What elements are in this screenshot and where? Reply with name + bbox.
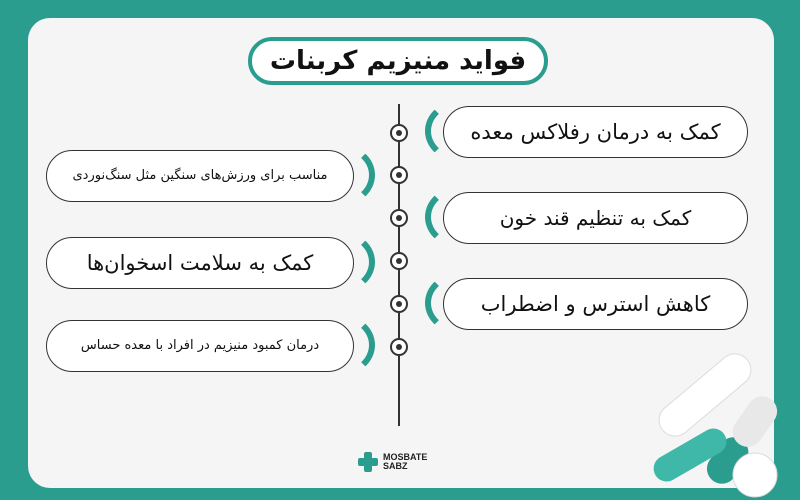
benefit-item: کمک به تنظیم قند خون — [443, 192, 748, 244]
timeline-node — [390, 252, 408, 270]
timeline-node — [390, 124, 408, 142]
timeline-node — [390, 166, 408, 184]
brand-name-line1: MOSBATE — [383, 452, 428, 462]
benefit-item: کمک به سلامت اسخوان‌ها — [46, 237, 354, 289]
page-title: فواید منیزیم کربنات — [248, 37, 548, 85]
brand-name — [383, 453, 427, 471]
benefit-item: کاهش استرس و اضطراب — [443, 278, 748, 330]
medical-cross-icon — [358, 452, 378, 472]
benefit-item: مناسب برای ورزش‌های سنگین مثل سنگ‌نوردی — [46, 150, 354, 202]
timeline-node — [390, 209, 408, 227]
timeline-node — [390, 338, 408, 356]
brand-name-line2: SABZ — [383, 461, 408, 471]
brand-logo — [358, 452, 427, 472]
benefit-item: درمان کمبود منیزیم در افراد با معده حساس — [46, 320, 354, 372]
benefit-item: کمک به درمان رفلاکس معده — [443, 106, 748, 158]
timeline-node — [390, 295, 408, 313]
